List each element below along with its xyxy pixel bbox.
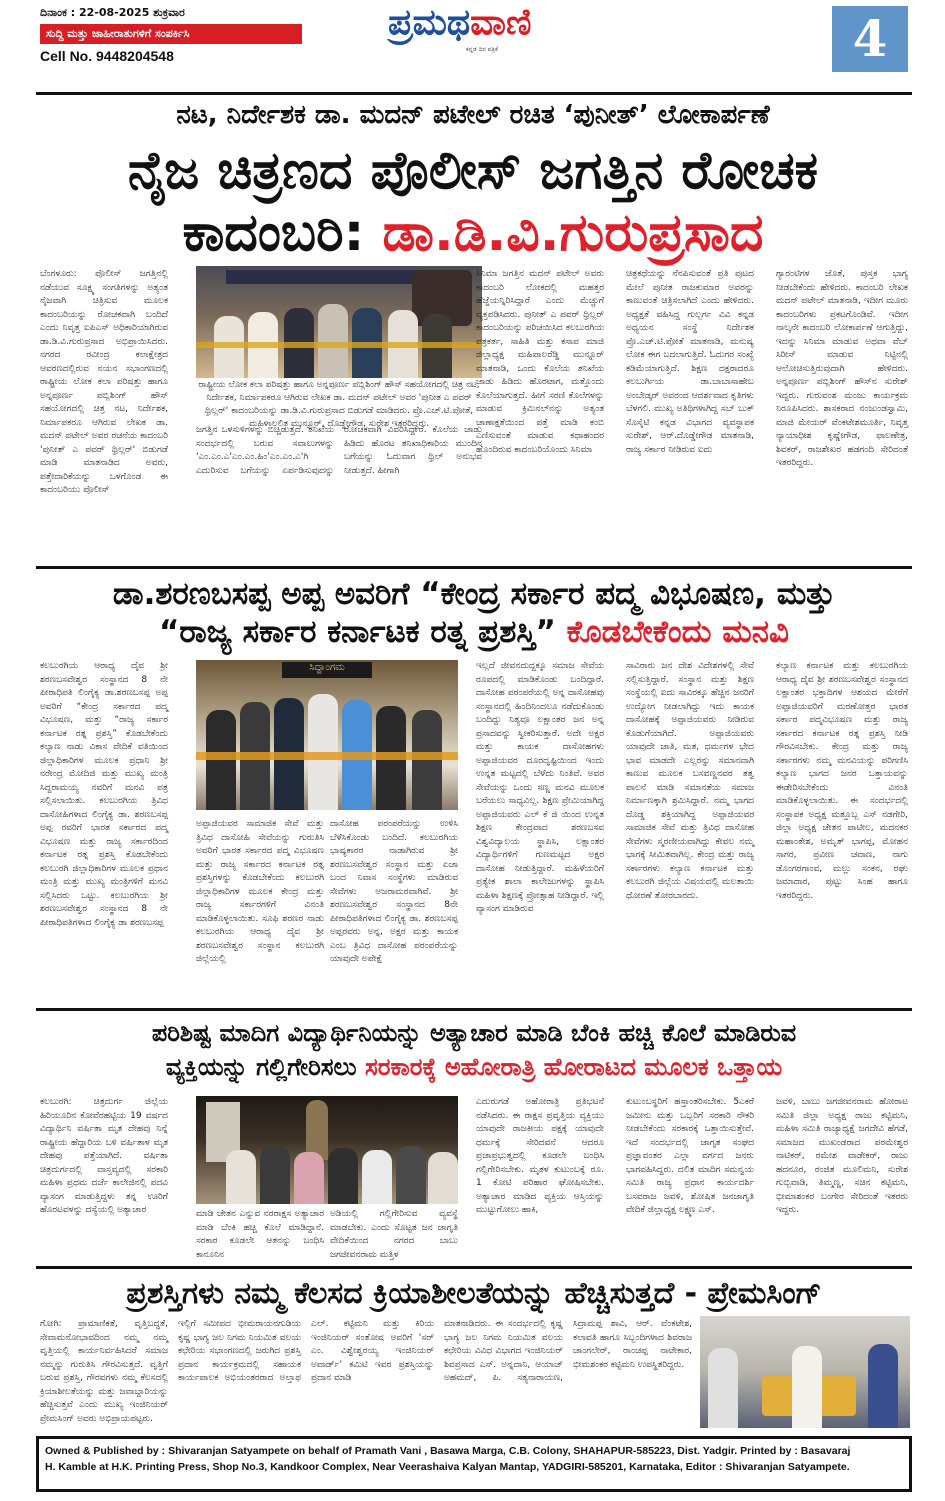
person (868, 1344, 898, 1428)
divider (36, 1008, 912, 1011)
story1-column-1: ಬೆಂಗಳೂರು: ಪೊಲೀಸ್ ಜಗತ್ತಿನಲ್ಲಿ ನಡೆಯುವ ಸೂಕ್ಷ್ಮ ಸಂಗತಿಗಳನ್ನು ಅತ್ಯಂತ ನೈಜವಾಗಿ ಚಿತ್ರಿಸುವ ಮೂಲಕ ಕಾದಂಬರಿಯನ್ನು ರೋಚಕವಾಗಿ ಬಂದಿದೆ ಎಂದು ನಿವೃತ್ತ ಐಪಿಎಸ್ ಅಧಿಕಾರಿಯಾಗಿರುವ ಡಾ.ಡಿ.ವಿ.ಗುರುಪ್ರಸಾದ ಅಭಿಪ್ರಾಯಿಸಿದರು. ನಗರದ ರವೀಂದ್ರ ಕಲಾಕ್ಷೇತ್ರದ ಆವರಣದಲ್ಲಿರುವ ನಯನ ಸಭಾಂಗಣದಲ್ಲಿ ರಾಷ್ಟ್ರೀಯ ಲೋಕ ಕಲಾ ಪರಿಷತ್ತು ಹಾಗೂ ಅನ್ನಪೂರ್ಣ ಪಬ್ಲಿಶಿಂಗ್ ಹೌಸ್ ಸಹಯೋಗದಲ್ಲಿ ಚಿತ್ರ ನಟ, ನಿರ್ದೇಶಕ, ನಿರ್ಮಾಪಕರೂ ಆಗಿರುವ ಲೇಖಕ ಡಾ. ಮದನ್ ಪಟೇಲ್ ಅವರ ರಚನೆಯ ಕಾದಂಬರಿ 'ಪುನೀತ್ ಎ ಪವರ್ ಥ್ರಿಲ್ಲರ್' ಬಿಡುಗಡೆ ಮಾಡಿ ಮಾತನಾಡಿದ ಅವರು, ಪತ್ತೇದಾರಿಕೆಯನ್ನು ಒಳಗೊಂಡ ಈ ಕಾದಂಬರಿಯು ಪೊಲೀಸ್ (40, 269, 168, 495)
person (412, 710, 442, 810)
story2-headline-line1: ಡಾ.ಶರಣಬಸಪ್ಪ ಅಪ್ಪ ಅವರಿಗೆ “ಕೇಂದ್ರ ಸರ್ಕಾರ ಪದ್ಮ ವಿಭೂಷಣ, ಮತ್ತು (112, 576, 836, 612)
person (260, 1146, 290, 1204)
story3-column-6: ಜವಳಿ, ಬಾಬು ಜಗಜೀವನರಾಮ ಹೋರಾಟ ಸಮಿತಿ ಜಿಲ್ಲಾ ಅಧ್ಯಕ್ಷ ರಾಜು ಕಟ್ಟಿಮನಿ, ಮಹಿಳಾ ಸಮಿತಿ ರಾಜ್ಯಾಧ್ಯಕ್ಷೆ ಜಗದೇವಿ ಹೆಗಡೆ, ಸಮಾಜದ ಮುಖಂಡರಾದ ಪರಮೇಶ್ವರ ನಾಟಿಕರ್, ರಮೇಶ ವಾಡೇಕರ್, ರಾಜು ಹದನೂರ, ರಂಜಿತ ಮೂಲಿಮನಿ, ಸುರೇಶ ಗುಬ್ಬಿವಾಡಿ, ತಿಮ್ಮಣ್ಣ, ಸಚಿನ ಕಟ್ಟಿಮನಿ, ಭೀಮಾಶಂಕರ ಬಂಗೇರ ಸೇರಿದಂತೆ ಇತರರು ಇದ್ದರು. (776, 1097, 908, 1215)
story1-column-5: ಚಿತ್ರಕಥೆಯನ್ನು ನೆನಪಿಸುವಂತೆ ಪ್ರತಿ ಪುಟದ ಮೇಲೆ ಪುನೀತ ರಾಜಕುಮಾರ ಅವರನ್ನು ಕಾಣುವಂತೆ ಚಿತ್ರಿಸಲಾಗಿದೆ ಎಂದು ಹೇಳಿದರು. ಅಧ್ಯಕ್ಷತೆ ವಹಿಸಿದ್ದ ಗುಲ್ಬರ್ಗ ವಿವಿ ಕನ್ನಡ ಅಧ್ಯಯನ ಸಂಸ್ಥೆ ನಿರ್ದೇಶಕ ಪ್ರೊ.ಎಚ್.ಟಿ.ಪೋತೆ ಮಾತನಾಡಿ, ಮನುಷ್ಯ ಲೋಕ ಈಗ ಬದಲಾಗುತ್ತಿದೆ. ಓದುಗರ ಸಂಖ್ಯೆ ಕಡಿಮೆಯಾಗುತ್ತಿದೆ. ಶಿಕ್ಷಣ ದಕ್ಷರಾದರೂ ಕಲಬುರ್ಗಿಯ ಡಾ.ಬಾಬಾಸಾಹೇಬ ಅಂಬೇಡ್ಕರ್ ಅವರಂದ ಆದರ್ಶವಾದ ಕೃತಿಗಳು ಬೆಳಗಲಿ. ಮುಖ್ಯ ಅತಿಥಿಗಳಾಗಿದ್ದ ಸಬ್ ಬುಕ್ ಸೊಸೈಟಿ ಕನ್ನಡ ವಿಭಾಗದ ವ್ಯವಸ್ಥಾಪಕ ಸುರೇಶ್, ಆರ್.ದೊಡ್ಡೇಗೌಡ ಮಾತನಾಡಿ, ರಾಜ್ಯ ಸರ್ಕಾರ ನೀಡಿರುವ ಐದು (626, 269, 754, 455)
saffron-shawl-row (196, 752, 458, 760)
person (708, 1348, 738, 1428)
divider (36, 1266, 912, 1269)
story2-headline-highlight: ಕೊಡಬೇಕೆಂದು ಮನವಿ (566, 614, 790, 650)
story1-photo (196, 266, 482, 378)
story2-column-4: ಇಲ್ಲದೆ ಜೀವನದುದ್ದಕ್ಕೂ ಸಮಾಜ ಸೇವೆಯ ರೂಪದಲ್ಲಿ ಮಾಡಿಕೊಂಡು ಬಂದಿದ್ದಾರೆ. ದಾಸೋಹ ಪರಂಪರೆಯಲ್ಲಿ ಅನ್ನ ದಾಸೋಹವು ಸಂಸ್ಥಾನದಲ್ಲಿ ಹಿಂದಿನಿಂದಲೂ ನಡೆದುಕೊಂಡು ಬಂದಿದ್ದು ನಿತ್ಯವೂ ಲಕ್ಷಾಂತರ ಜನ ಅನ್ನ ಪ್ರಸಾದವನ್ನು ಸ್ವೀಕರಿಸುತ್ತಾರೆ. ಅದೇ ಅಕ್ಷರ ಮತ್ತು ಕಾಯಕ ದಾಸೋಹಗಳು ಅಪ್ಪಾಜಿಯವರ ದೂರದೃಷ್ಟಿಯಿಂದ ಇಂದು ಉನ್ನತ ಮಟ್ಟದಲ್ಲಿ ಬೆಳೆದು ನಿಂತಿವೆ. ಅವರ ಸೇವೆಯನ್ನು ಒಂದು ಸಣ್ಣ ಮನವಿ ಮೂಲಕ ಬರೆಯಲು ಸಾಧ್ಯವಿಲ್ಲ. ಶಿಕ್ಷಣ ಪ್ರೇಮಿಯಾಗಿದ್ದ ಅಪ್ಪಾಜಿಯವರು ಎಲ್ ಕೆ ಜಿ ಯಿಂದ ಉನ್ನತ ಶಿಕ್ಷಣ ಕೇಂದ್ರವಾದ ಶರಣಬಸವ ವಿಶ್ವವಿದ್ಯಾಲಯ ಸ್ಥಾಪಿಸಿ, ಲಕ್ಷಾಂತರ ವಿದ್ಯಾರ್ಥಿಗಳಿಗೆ ಗುಣಮಟ್ಟದ ಅಕ್ಷರ ದಾಸೋಹ ನೀಡುತ್ತಿದ್ದಾರೆ. ಮಹಿಳೆಯರಿಗೆ ಪ್ರತ್ಯೇಕ ಶಾಲಾ ಕಾಲೇಜುಗಳನ್ನು ಸ್ಥಾಪಿಸಿ ಮಹಿಳಾ ಶಿಕ್ಷಣಕ್ಕೆ ಪ್ರೋತ್ಸಾಹ ನೀಡಿದ್ದಾರೆ. ಇಲ್ಲಿ ವ್ಯಾಸಂಗ ಮಾಡಿರುವ (476, 661, 604, 914)
contact-strip: ಸುದ್ದಿ ಮತ್ತು ಜಾಹೀರಾತುಗಳಿಗೆ ಸಂಪರ್ಕಿಸಿ (40, 24, 302, 44)
story1-photo-caption: ರಾಷ್ಟ್ರೀಯ ಲೋಕ ಕಲಾ ಪರಿಷತ್ತು ಹಾಗೂ ಅನ್ನಪೂರ್ಣ ಪಬ್ಲಿಶಿಂಗ್ ಹೌಸ್ ಸಹಯೋಗದಲ್ಲಿ ಚಿತ್ರ ನಟ, ನಿರ್ದೇಶಕ, ನಿರ್ಮಾಪಕರೂ ಆಗಿರುವ ಲೇಖಕ ಡಾ. ಮದನ್ ಪಟೇಲ್ ಅವರ 'ಪುನೀತ ಎ ಪವರ್ ಥ್ರಿಲ್ಲರ್' ಕಾದಂಬರಿಯನ್ನು ಡಾ.ಡಿ.ವಿ.ಗುರುಪ್ರಸಾದ ಬಿಡುಗಡೆ ಮಾಡಿದರು. ಪ್ರೊ.ಎಚ್.ಟಿ.ಪೋತೆ, ಮಹಿಳಾಲಲಿತ ಮುನ್ಸೂರ್, ದೊಡ್ಡೇಗೌಡ, ಸುರೇಶ ಇತರರಿದ್ದರು. (198, 380, 480, 429)
story3-headline (36, 1016, 912, 1084)
event-banner (226, 270, 416, 284)
story1-headline-line2: ಕಾದಂಬರಿ: (182, 203, 383, 263)
story1-headline (38, 140, 908, 264)
story3-headline-highlight: ಸರಕಾರಕ್ಕೆ ಅಹೋರಾತ್ರಿ ಹೋರಾಟದ ಮೂಲಕ ಒತ್ತಾಯ (365, 1053, 783, 1081)
logo-tagline: ಕನ್ನಡ ದಿನ ಪತ್ರಿಕೆ (466, 46, 498, 53)
story3-photo (196, 1096, 458, 1204)
story3-headline-line1: ಪರಿಶಿಷ್ಟ ಮಾದಿಗ ವಿದ್ಯಾರ್ಥಿನಿಯನ್ನು ಅತ್ಯಾಚಾರ ಮಾಡಿ ಬೆಂಕಿ ಹಚ್ಚಿ ಕೊಲೆ ಮಾಡಿರುವ (151, 1019, 797, 1047)
story1-below-photo: ಜಗತ್ತಿನ ಒಳಸುಳಿಗಳನ್ನು ಬಿಚ್ಚಿಡುತ್ತದೆ. ತನಿಖೆಯ ಸಂದರ್ಭದಲ್ಲಿ ಬರುವ ಸವಾಲುಗಳನ್ನು 'ಎಂ.ಎಂ.ಎ'ಎಂ.ಎಂ.ಹಿಂ'ಎಂ.ಎಂ.ಎ'ಗಿ ಎದುರಿಸುವ ಬಗೆಯನ್ನು ಏರ್ಪಡಿಸುವುದನ್ನು ರೋಚಕವಾಗಿ ವಿವರಿಸಿದ್ದಾರೆ. ಕೊಲೆಯ ಜಾಡು ಹಿಡಿದು ಹೊರಟ ತನಿಖಾಧಿಕಾರಿಯ ಮುಂದಿನ ಬಗೆಯನ್ನು ಓದುವಾಗ ಥ್ರಿಲ್ ಅನುಭವ ನೀಡುತ್ತದೆ. ಹೀಗಾಗಿ (196, 425, 482, 476)
person (226, 1150, 256, 1204)
story4-column-3: ಮಾತನಾಡಿದರು. ಈ ಸಂದರ್ಭದಲ್ಲಿ ಕೃಷ್ಣ ಭಾಗ್ಯ ಜಲ ನಿಗಮ ನಿಯಮಿತ ವಲಯ ಕಛೇರಿಯ ವಿವಿಧ ವಿಭಾಗದ ಇಂಜಿನಿಯರ್ ಶಿವಪ್ರಸಾದ ಎಸ್. ಅನ್ನದಾನಿ, ಆಯಾಜ್ ಅಹಮದ್, ಪಿ. ಸತ್ಯನಾರಾಯಣ, ಸಿದ್ರಾಮಪ್ಪ ಶಾವಿ, ಆರ್. ವೆಂಕಟೇಶ, ಕಲಾವತಿ ಹಾಗೂ ಸಿಬ್ಬಂದಿಗಳಾದ ಶಿವರಾಜ ಚಾಂಗಲೇರ್, ರಾಂಚಪ್ಪ ನಾಟೇಕಾರ, ಭೀಮಶಂಕರ ಕಟ್ಟಿಮನಿ ಉಪಸ್ಥಿತರಿದ್ದರು. (444, 1319, 692, 1383)
person (206, 710, 236, 810)
person (362, 1150, 392, 1204)
contact-phone: Cell No. 9448204548 (40, 48, 174, 64)
story1-headline-highlight: ಡಾ.ಡಿ.ವಿ.ಗುರುಪ್ರಸಾದ (382, 203, 764, 263)
story1-column-4: ಸಿನಿಮಾ ಜಗತ್ತಿನ ಮದನ್ ಪಟೇಲ್ ಅವರು ಕಾದಂಬರಿ ಲೋಕದಲ್ಲಿ ಮಹತ್ತರ ಹೆಜ್ಜೆಯನ್ನಿರಿಸಿದ್ದಾರೆ ಎಂದು ಮೆಚ್ಚುಗೆ ವ್ಯಕ್ತಪಡಿಸಿದರು. ಪುನೀತ್ ಎ ಪವರ್ ಥ್ರಿಲ್ಲರ್ ಕಾದಂಬರಿಯನ್ನು ಪರಿಚಯಿಸಿದ ಕಲಬುರಗಿಯ ಪತ್ರಕರ್ತ, ಸಾಹಿತಿ ಮತ್ತು ಕಸಾಪ ಮಾಜಿ ಜಿಲ್ಲಾಧ್ಯಕ್ಷ ಮಹಿಪಾಲರೆಡ್ಡಿ ಮುನ್ನೂರ್ ಮಾತನಾಡಿ, ಒಂದು ಕೊಲೆಯ ತನಿಖೆಯ ಜಾಡು ಹಿಡಿದು ಹೊರಟಾಗ, ಮತ್ತೊಂದು ಕೊಲೆಯಾಗುತ್ತದೆ. ಹೀಗೆ ಸರಣಿ ಕೊಲೆಗಳನ್ನು ಮಾಡುವ ಕ್ರಿಮಿನಲ್‌ನನ್ನು ಅತ್ಯಂತ ಚಾಣಾಕ್ಷತೆಯಿಂದ ಪತ್ತೆ ಮಾಡಿ ಕಂಬಿ ಎಣಿಸುವಂತೆ ಮಾಡುವ ಕಥಾಹಂದರ ಹೊಂದಿರುವ ಕಾದಂಬರಿಯೊಂದು ಸಿನಿಮಾ (476, 269, 604, 455)
award-plaque (820, 1376, 856, 1416)
story3-column-1: ಕಲಬುರಗಿ: ಚಿತ್ರದುರ್ಗ ಜಿಲ್ಲೆಯ ಹಿರಿಯೂರಿನ ಕೋವೆರಹಟ್ಟಿಯ 19 ವರ್ಷದ ವಿದ್ಯಾರ್ಥಿನಿ ವರ್ಷಿತಾ ಮೃತ ದೇಹವು ನಿನ್ನೆ ರಾಷ್ಟ್ರೀಯ ಹೆದ್ದಾರಿಯ ಬಳಿ ವರ್ಷಿತಾಳ ಮೃತ ದೇಹವು ಪತ್ತೆಯಾಗಿದೆ. ವರ್ಷಿತಾ ಚಿತ್ರದುರ್ಗದಲ್ಲಿ ವಾಸ್ತವ್ಯದಲ್ಲಿ ಸರಕಾರಿ ಮಹಿಳಾ ಪ್ರಥಮ ದರ್ಜೆ ಕಾಲೇಜಿನಲ್ಲಿ ಪದವಿ ವ್ಯಾಸಂಗ ಮಾಡುತ್ತಿದ್ದಳು ತನ್ನ ಊರಿಗೆ ಹೊರಟವಳನ್ನು ದಸ್ಯೆಯಲ್ಲಿ ಅತ್ಯಾಚಾರ (40, 1097, 168, 1215)
story3-below-photo-b: ಅಡಿಯಲ್ಲಿ ಗಲ್ಲಿಗೇರಿಸುವ ವ್ಯವಸ್ಥೆ ಮಾಡಬೇಕು. ಎಂದು ಸೊಟ್ಟತ ಜನ ಜಾಗೃತಿ ವೇದಿಕೆಯಿಂದ ನಗರದ ಬಾಬು ಜಗಜೀವನರಾಮ ಮತ್ತಿಳ (330, 1209, 458, 1260)
story4-photo (700, 1316, 910, 1428)
story2-below-photo-b: ದಾಸೋಹ ಪರಂಪರೆಯನ್ನು ಉಳಿಸಿ ಬೆಳೆಸಿಕೊಂಡು ಬಂದಿದೆ. ಕಲಬುರಗಿಯ ಭಾಷ್ಯಕಾರರ ನಾಡಾಗಿರುವ ಶ್ರೀ ಶರಣಬಸವೇಶ್ವರ ಸಂಸ್ಥಾನ ಮತ್ತು ಏಜಾ ಬಂದ ನಿವಾಸ ಸಂಸ್ಥೆಗಳು ಮಾಡಿರುವ ಸೇವೆಗಳು ಅಜರಾಮರವಾಗಿವೆ. ಶ್ರೀ ಶರಣಬಸವೇಶ್ವರ ಸಂಸ್ಥಾನದ 8ನೇ ಪೀಠಾಧಿಪತಿಗಳಾದ ಲಿಂಗೈಕ್ಯ ಡಾ. ಶರಣಬಸಪ್ಪ ಅಪ್ಪರವರು ಅನ್ನ, ಅಕ್ಷರ ಮತ್ತು ಕಾಯಕ ಎಂಬ ತ್ರಿವಿಧ ದಾಸೋಹ ಪರಂಪರೆಯನ್ನು ಯಾವುದೇ ಅಪೇಕ್ಷೆ (330, 819, 458, 964)
story2-column-5: ಸಾವಿರಾರು ಜನ ದೇಶ ವಿದೇಶಗಳಲ್ಲಿ ಸೇವೆ ಸಲ್ಲಿಸುತ್ತಿದ್ದಾರೆ. ಸಂಸ್ಥಾನ ಮತ್ತು ಶಿಕ್ಷಣ ಸಂಸ್ಥೆಯಲ್ಲಿ ಐದು ಸಾವಿರಕ್ಕೂ ಹೆಚ್ಚಿನ ಜನರಿಗೆ ಉದ್ಯೋಗ ನೀಡಲಾಗಿದ್ದು ಇದು ಕಾಯಕ ದಾಸೋಹಕ್ಕೆ ಅಪ್ಪಾಜಿಯವರು ನೀಡಿರುವ ಕೊಡುಗೆಯಾಗಿದೆ. ಅಪ್ಪಾಜಿಯವರು ಯಾವುದೇ ಜಾತಿ, ಮತ, ಧರ್ಮಗಳ ಭೇದ ಭಾವ ಮಾಡದೇ ಎಲ್ಲರನ್ನು ಸಮಾನವಾಗಿ ಕಾಣುವ ಮೂಲಕ ಬಸವಣ್ಣನವರ ತತ್ವ ಪಾಲನೆ ಮಾಡಿ ಸಮಾನತೆಯ ಸಮಾಜ ನಿರ್ಮಾಣಕ್ಕಾಗಿ ಶ್ರಮಿಸಿದ್ದಾರೆ. ನಮ್ಮ ಭಾಗದ ದೊಡ್ಡ ಶಕ್ತಿಯಾಗಿದ್ದ ಅಪ್ಪಾಜಿಯವರ ಸಾಮಾಜಿಕ ಸೇವೆ ಮತ್ತು ತ್ರಿವಿಧ ದಾಸೋಹ ಸೇವೆಗಳು ಸ್ಮರಣೀಯವಾಗಿದ್ದು ಕೇವಲ ನಮ್ಮ ಭಾಗಕ್ಕೆ ಸೀಮಿತವಾಗಿಲ್ಲ. ಕೇಂದ್ರ ಮತ್ತು ರಾಜ್ಯ ಸರ್ಕಾರಗಳು ಕಲ್ಯಾಣ ಕರ್ನಾಟಕ ಮತ್ತು ಕಲಬುರಗಿ ಜಿಲ್ಲೆಯ ವಿಷಯದಲ್ಲಿ ಮಲತಾಯಿ ಧೋರಣೆ ತೋರಬಾರದು. (626, 661, 754, 901)
person (294, 1152, 324, 1204)
story2-column-1: ಕಲಬುರಗಿಯ ಆರಾಧ್ಯ ದೈವ ಶ್ರೀ ಶರಣಬಸವೇಶ್ವರ ಸಂಸ್ಥಾನದ 8 ನೇ ಪೀಠಾಧಿಪತಿ ಲಿಂಗೈಕ್ಯ ಡಾ.ಶರಣಬಸಪ್ಪ ಅಪ್ಪ ಅವರಿಗೆ “ಕೇಂದ್ರ ಸರ್ಕಾರದ ಪದ್ಮ ವಿಭೂಷಣ, ಮತ್ತು “ರಾಜ್ಯ ಸರ್ಕಾರ ಕರ್ನಾಟಕ ರತ್ನ ಪ್ರಶಸ್ತಿ” ಕೊಡಬೇಕೆಂದು ಕಲ್ಯಾಣ ನಾಡು ವಿಕಾಸ ವೇದಿಕೆ ವತಿಯಿಂದ ಜಿಲ್ಲಾಧಿಕಾರಿಗಳ ಮೂಲಕ ಪ್ರಧಾನಿ ಶ್ರೀ ನರೇಂದ್ರ ಮೋದಿಜಿ ಮತ್ತು ಮುಖ್ಯ ಮಂತ್ರಿ ಸಿದ್ದರಾಮಯ್ಯ ನವರಿಗೆ ಮನವಿ ಪತ್ರ ಸಲ್ಲಿಸಲಾಯಿತು. ಕಲಬುರಗಿಯ ತ್ರಿವಿಧ ದಾಸೋಹಿಗಳಾದ ಲಿಂಗೈಕ್ಯ ಡಾ. ಶರಣಬಸಪ್ಪ ಅಪ್ಪ ರವರಿಗೆ ಭಾರತ ಸರ್ಕಾರದ ಪದ್ಮ ವಿಭೂಷಣ ಮತ್ತು ರಾಜ್ಯ ಸರ್ಕಾರದಿಂದ ಕರ್ನಾಟಕ ರತ್ನ ಪ್ರಶಸ್ತಿ ಕೊಡಬೇಕೆಂದು ಕಲಬುರಗಿ ಜಿಲ್ಲಾಧಿಕಾರಿಗಳ ಮೂಲಕ ಪ್ರಧಾನ ಮಂತ್ರಿ ಮತ್ತು ಮುಖ್ಯ ಮಂತ್ರಿಗಳಿಗೆ ಮನವಿ ಸಲ್ಲಿಸಿದರು ಒಟ್ಟು. ಕಲಬುರಗಿಯ ಶ್ರೀ ಶರಣಬಸವೇಶ್ವರ ಸಂಸ್ಥಾನದ 8 ನೇ ಪೀಠಾಧಿಪತಿಗಳಾದ ಲಿಂಗೈಕ್ಯ ಡಾ ಶರಣಬಸಪ್ಪ (40, 661, 168, 928)
imprint-line-1: Owned & Published by : Shivaranjan Satyampete on behalf of Pramath Vani , Basawa Marga, C.B. Colony, SHAHAPUR-585223, Dist. Yadgir. Printed by : Basavaraj (45, 1445, 851, 1457)
logo-word-vani: ವಾಣಿ (470, 2, 532, 43)
person (428, 1152, 458, 1204)
yellow-shawl-row (196, 342, 482, 348)
story1-kicker: ನಟ, ನಿರ್ದೇಶಕ ಡಾ. ಮದನ್ ಪಟೇಲ್ ರಚಿತ ‘ಪುನೀತ್’ ಲೋಕಾರ್ಪಣೆ (176, 100, 770, 130)
divider (36, 92, 912, 95)
story2-headline-line2: “ರಾಜ್ಯ ಸರ್ಕಾರ ಕರ್ನಾಟಕ ರತ್ನ ಪ್ರಶಸ್ತಿ” (158, 614, 567, 650)
story3-below-photo-a: ಮಾಡಿ ಚೇತನ ಎನ್ನುವ ನರರಾಕ್ಷಸ ಅತ್ಯಾಚಾರ ಮಾಡಿ ಬೆಂಕಿ ಹಚ್ಚಿ ಕೊಲೆ ಮಾಡಿದ್ದಾನೆ. ಸರಕಾರ ಕೂಡಲೇ ಆತನನ್ನು ಬಂಧಿಸಿ ಕಾನೂನಿನ (196, 1209, 324, 1260)
story4-column-2: ಇಲ್ಲಿಗೆ ಸಮೀಪದ ಭೀಮರಾಯನಗುಡಿಯ ಕೃಷ್ಣ ಭಾಗ್ಯ ಜಲ ನಿಗಮ ನಿಯಮಿತ ವಲಯ ಕಛೇರಿಯ ಸಭಾಂಗಣದಲ್ಲಿ ಜರುಗಿದ ಪ್ರಶಸ್ತಿ ಪ್ರದಾನ ಕಾರ್ಯಕ್ರಮದಲ್ಲಿ ಸಹಾಯಕ ಕಾರ್ಯಪಾಲಕ ಅಭಿಯಂತರರಾದ ಅಲ್ತಾಫ ಎಲ್. ಕಟ್ಟಿಮನಿ ಮತ್ತು ಕಿರಿಯ ಇಂಜಿನಿಯರ್ ಸಂತೋಷ ಅವರಿಗೆ ‘ಸರ್ ಎಂ. ವಿಶ್ವೇಶ್ವರಯ್ಯ ಇಂಜಿನಿಯರ್ ಅವಾರ್ಡ್’ ಕಮಿಟಿ ಇವರ ಪ್ರಶಸ್ತಿಯನ್ನು ಪ್ರದಾನ ಮಾಡಿ (178, 1319, 434, 1383)
divider (36, 566, 912, 569)
story3-headline-line2: ವ್ಯಕ್ತಿಯನ್ನು ಗಲ್ಲಿಗೇರಿಸಲು (165, 1053, 366, 1081)
page-number: 4 (832, 6, 908, 72)
story3-column-4: ಎದುರುಗಡೆ ಅಹೋರಾತ್ರಿ ಪ್ರತಿಭಟನೆ ನಡೆಸಿದರು. ಈ ರಾಕ್ಷಸ ಪ್ರವೃತ್ತಿಯ ವ್ಯಕ್ತಿಯು ಯಾವುದೇ ರಾಜಕೀಯ ಪಕ್ಷಕ್ಕೆ ಯಾವುದೇ ಧರ್ಮಕ್ಕೆ ಸೇರಿದವನೆ ಆದರೂ ಪ್ರಜಾಪ್ರಭುತ್ವದಲ್ಲಿ ಕೂಡಲೇ ಬಂಧಿಸಿ ಗಲ್ಲಿಗೇರಿಸಬೇಕು. ಮೃತಳ ಕುಟುಂಬಕ್ಕೆ ರೂ. 1 ಕೋಟಿ ಪರಿಹಾರ ಘೋಷಿಸಬೇಕು. ಅತ್ಯಾಚಾರ ಮಾಡಿದ ವ್ಯಕ್ತಿಯ ಆಸ್ತಿಯನ್ನು ಮುಟ್ಟುಗೋಲು ಹಾಕಿ, (476, 1097, 604, 1215)
story4-column-1: ಗೋಗಿ: ಪ್ರಾಮಾಣಿಕತೆ, ವೃತ್ತಿಬದ್ಧತೆ, ಸೇವಾಮನೋಭಾವದಿಂದ ನಮ್ಮ ನಮ್ಮ ವೃತ್ತಿಯಲ್ಲಿ ಕಾರ್ಯನಿರ್ವಹಿಸಿದರೆ ಸಮಾಜ ನಮ್ಮನ್ನು ಗುರುತಿಸಿ ಗೌರವಿಸುತ್ತದೆ. ವೃತ್ತಿಗೆ ಬರುವ ಪ್ರಶಸ್ತಿ, ಗೌರವಗಳು ನಮ್ಮ ಕೆಲಸದಲ್ಲಿ ಕ್ರಿಯಾಶೀಲತೆಯನ್ನು ಮತ್ತು ಜವಾಬ್ದಾರಿಯನ್ನು ಹೆಚ್ಚಿಸುತ್ತವೆ ಎಂದು ಮುಖ್ಯ ಇಂಜಿನಿಯರ್ ಪ್ರೇಮಸಿಂಗ್ ಅವರು ಅಭಿಪ್ರಾಯಪಟ್ಟರು. (40, 1319, 168, 1424)
temple-banner: ಸಿದ್ದಾಂಗಮ (282, 662, 372, 678)
story3-column-5: ಕುಟುಂಬಸ್ಥರಿಗೆ ಹಸ್ತಾಂತರಿಸಬೇಕು. 5ಎಕರೆ ಜಮೀನು ಮತ್ತು ಒಬ್ಬರಿಗೆ ಸರಕಾರಿ ನೌಕರಿ ನೀಡಬೇಕೆಂದು ಸರಕಾರಕ್ಕೆ ಒತ್ತಾಯಿಸುತ್ತೇವೆ. ಇದೆ ಸಂದರ್ಭದಲ್ಲಿ ಜಾಗೃತ ಸಂಘದ ಪ್ರಜ್ಞಾವಂತರ ಎಲ್ಲಾ ವರ್ಗದ ಜನರು ಭಾಗವಹಿಸಿದ್ದರು. ದಲಿತ ಮಾದಿಗ ಸಮನ್ವಯ ಸಮಿತಿ ರಾಜ್ಯ ಪ್ರಧಾನ ಕಾರ್ಯದರ್ಶಿ ಬಸವರಾಜ ಜವಳಿ, ಶೋಷಿತ ಜನಜಾಗೃತಿ ವೇದಿಕೆ ಜಿಲ್ಲಾಧ್ಯಕ್ಷ ಲಕ್ಷ್ಮಣ ಎಸ್. (626, 1097, 754, 1215)
person (792, 1346, 822, 1428)
story2-column-6: ಕಲ್ಯಾಣ ಕರ್ನಾಟಕ ಮತ್ತು ಕಲಬುರಗಿಯ ಆರಾಧ್ಯ ದೈವ ಶ್ರೀ ಶರಣಬಸವೇಶ್ವರ ಸಂಸ್ಥಾನದ ಲಕ್ಷಾಂತರ ಭಕ್ತಾದಿಗಳ ಆಶಯದ ಮೇರೆಗೆ ಅಪ್ಪಾಜಿಯವರಿಗೆ ಮರಣೋತ್ತರ ಭಾರತ ಸರ್ಕಾರ ಪದ್ಮವಿಭೂಷಣ ಮತ್ತು ರಾಜ್ಯ ಸರ್ಕಾರದ ಕರ್ನಾಟಕ ರತ್ನ ಪ್ರಶಸ್ತಿ ನೀಡಿ ಗೌರವಿಸಬೇಕು. ಕೇಂದ್ರ ಮತ್ತು ರಾಜ್ಯ ಸರ್ಕಾರಗಳು ನಮ್ಮ ಮನವಿಯನ್ನು ಪರಿಗಣಿಸಿ ಕಲ್ಯಾಣ ಭಾಗದ ಜನರ ಒತ್ತಾಯವನ್ನು ಈಡೇರಿಸಬೇಕೆಂದು ವಿನಂತಿ ಮಾಡಿಕೊಳ್ಳಲಾಯಿತು. ಈ ಸಂದರ್ಭದಲ್ಲಿ ಸಂಸ್ಥಾಪಕ ಅಧ್ಯಕ್ಷ ಮತ್ತೂಬ್ಬ ಎಸ್ ನಡಗೇರಿ, ಜಿಲ್ಲಾ ಅಧ್ಯಕ್ಷ ಚೇತನ ಪಾಟೀಲ, ಮದನಕರ ಮಹಾಂತೇಶ, ಅಮೃತ್ ಭಾಗಪ್ಪ, ಮೋಹನ ಸಾಗರ, ಪ್ರವೀಣ ಚವಾಣ, ನಾಗು ಡೊಂಗರಗಾಂವ, ಮಲ್ಲು ಸಂಕನ, ರಘು ಜಮಾದಾರ, ಪುಟ್ಟು ಸಿಂಹ ಹಾಗೂ ಇತರರಿದ್ದರು. (776, 661, 908, 901)
story2-photo (196, 660, 458, 810)
story1-column-6: ಗ್ಯಾರಂಟಿಗಳ ಜೊತೆ, ಪುಸ್ತಕ ಭಾಗ್ಯ ನೀಡಬೇಕೆಂದು ಹೇಳಿದರು. ಕಾದಂಬರಿ ಲೇಖಕ ಮದನ್ ಪಟೇಲ್ ಮಾತನಾಡಿ, ಇದೀಗ ಮೂರು ಕಾದಂಬರಿಗಳು ಪ್ರಕಟಗೊಂಡಿವೆ. ಇದೀಗ ನಾಲ್ಕನೇ ಕಾದಂಬರಿ ಲೋಕಾರ್ಪಣೆ ಆಗುತ್ತಿದ್ದು, ಇದನ್ನು ಸಿನಿಮಾ ಮಾಡುವ ಅಥವಾ ವೆಬ್ ಸಿರೀಸ್ ಮಾಡುವ ನಿಟ್ಟಿನಲ್ಲಿ ಆಲೋಚಿಸುತ್ತಿರುವುದಾಗಿ ಹೇಳಿದರು. ಅನ್ನಪೂರ್ಣ ಪಬ್ಲಿಶಿಂಗ್ ಹೌಸ್‌ನ ಸುರೇಶ್ ಇದ್ದರು. ಗುರುವಂಶ ಮಂಜು ಕಾರ್ಯಕ್ರಮ ನಿರೂಪಿಸಿದರು. ಶಾಸಕರಾದ ನಂಜುಂಡಸ್ವಾಮಿ, ಮಾಜಿ ಮೇಯರ್ ವೆಂಕಟೇಶಮೂರ್ತಿ, ನಿವೃತ್ತ ನ್ಯಾಯಾಧೀಶ ಕೃಷ್ಣೇಗೌಡ, ಫಾಲಣೇತ್ರ, ಶಿವಕರ್, ರಾಜಶೇಖರ ಹಡಗಂದಿ ಸೇರಿದಂತೆ ಇತರರಿದ್ದರು. (776, 269, 908, 468)
person (396, 1146, 426, 1204)
story2-headline (36, 575, 912, 651)
story1-headline-line1: ನೈಜ ಚಿತ್ರಣದ ಪೊಲೀಸ್ ಜಗತ್ತಿನ ರೋಚಕ (127, 141, 819, 201)
story4-headline: ಪ್ರಶಸ್ತಿಗಳು ನಮ್ಮ ಕೆಲಸದ ಕ್ರಿಯಾಶೀಲತೆಯನ್ನು ಹೆಚ್ಚಿಸುತ್ತದೆ - ಪ್ರೇಮಸಿಂಗ್ (126, 1276, 822, 1311)
logo-word-pramatha: ಪ್ರಮಥ (388, 2, 471, 43)
imprint-line-2: H. Kamble at H.K. Printing Press, Shop No.3, Kandkoor Complex, Near Veerashaiva Kalyan Mantap, YADGIRI-585201, Karnataka, Editor : Shivaranjan Satyampete. (45, 1461, 850, 1473)
person (318, 304, 348, 378)
statue (306, 1100, 328, 1160)
imprint-footer (36, 1436, 912, 1492)
masthead-logo (388, 2, 638, 56)
story2-below-photo-a: ಅಪ್ಪಾಜಿಯವರ ಸಾಮಾಜಿಕ ಸೇವೆ ಮತ್ತು ತ್ರಿವಿಧ ದಾಸೋಹಿ ಸೇವೆಯನ್ನು ಗುರುತಿಸಿ ಅವರಿಗೆ ಭಾರತ ಸರ್ಕಾರದ ಪದ್ಮ ವಿಭೂಷಣ ಮತ್ತು ರಾಜ್ಯ ಸರ್ಕಾರದ ಕರ್ನಾಟಕ ರತ್ನ ಪ್ರಶಸ್ತಿಗಳನ್ನು ಕೊಡಬೇಕೆಂದು ಕಲಬುರಗಿ ಜಿಲ್ಲಾಧಿಕಾರಿಗಳ ಮೂಲಕ ಕೇಂದ್ರ ಮತ್ತು ರಾಜ್ಯ ಸರ್ಕಾರಗಳಿಗೆ ವಿನಂತಿ ಮಾಡಿಕೊಳ್ಳಲಾಯಿತು. ಸೂಫಿ ಶರಣರ ನಾಡು ಕಲಬುರಗಿಯ ಆರಾಧ್ಯ ದೈವ ಶ್ರೀ ಶರಣಬಸವೇಶ್ವರ ಸಂಸ್ಥಾನ ಕಲಬುರಗಿ ಜಿಲ್ಲೆಯಲ್ಲಿ (196, 819, 324, 964)
issue-date: ದಿನಾಂಕ : 22-08-2025 ಶುಕ್ರವಾರ (40, 6, 185, 19)
person (328, 1148, 358, 1204)
